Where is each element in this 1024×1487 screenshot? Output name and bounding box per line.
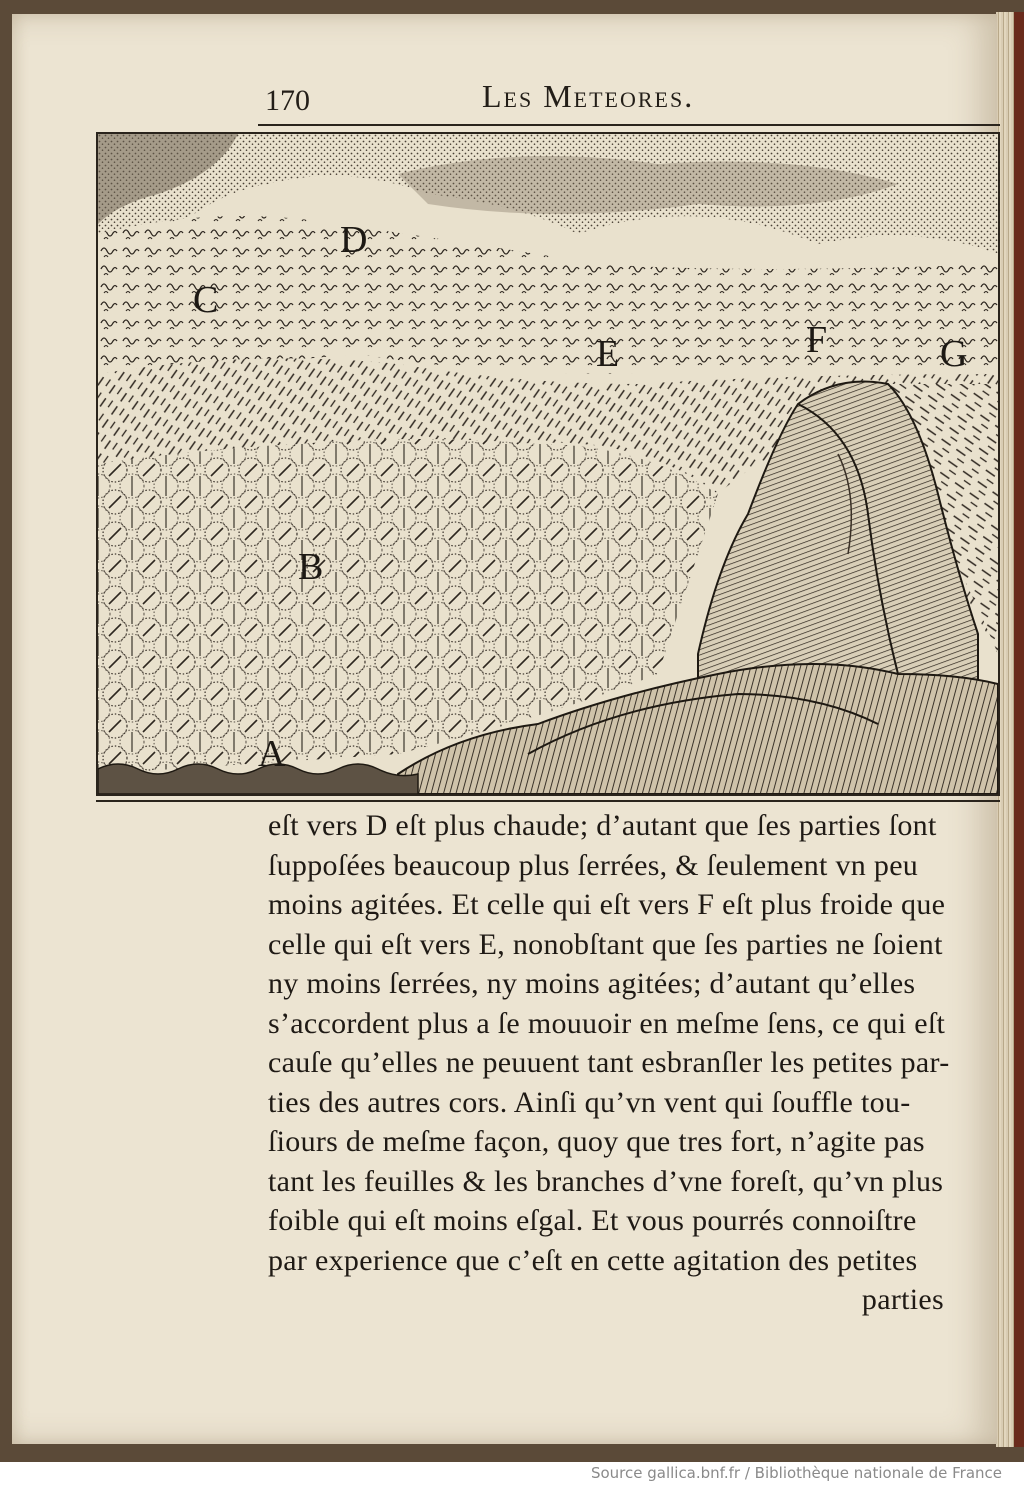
running-head	[0, 78, 1024, 118]
text-line: celle qui eſt vers E, nonobſtant que ſes parties ne ſoient	[268, 927, 943, 961]
figure-label-c: C	[193, 279, 219, 321]
text-line: ny moins ſerrées, ny moins agitées; d’autant qu’elles	[268, 967, 916, 1000]
text-line: tant les feuilles & les branches d’vne foreſt, qu’vn plus	[268, 1164, 944, 1198]
figure-label-f: F	[806, 319, 828, 361]
source-credit: Source gallica.bnf.fr / Bibliothèque nationale de France	[590, 1464, 1002, 1482]
figure-label-g: G	[940, 333, 968, 375]
text-line: foible qui eſt moins eſgal. Et vous pourrés connoiſtre	[268, 1204, 917, 1237]
body-text	[268, 806, 968, 1320]
running-title: Les Meteores.	[482, 78, 695, 114]
header-rule	[258, 124, 1000, 126]
figure-label-d: D	[340, 219, 368, 261]
text-line: s’accordent plus a ſe mouuoir en meſme ſens, ce qui eſt	[268, 1006, 946, 1040]
text-line: ſiours de meſme façon, quoy que tres fort, n’agite pas	[268, 1125, 925, 1158]
page-edges	[996, 12, 1024, 1447]
text-line: par experience que c’eſt en cette agitation des petites	[268, 1243, 918, 1277]
catchword: parties	[861, 1283, 944, 1316]
engraving-rock-clouds-icon	[98, 134, 998, 794]
text-line: moins agitées. Et celle qui eſt vers F eſt plus froide que	[268, 888, 946, 921]
figure-rule	[96, 800, 1000, 802]
text-line: ſuppoſées beaucoup plus ſerrées, & ſeulement vn peu	[268, 848, 919, 882]
engraving-figure	[96, 132, 1000, 796]
text-line: cauſe qu’elles ne peuuent tant esbranſler les petites par-	[268, 1046, 950, 1079]
source-bar	[0, 1462, 1024, 1487]
figure-label-b: B	[298, 546, 324, 588]
page-number: 170	[265, 84, 310, 117]
text-line: ties des autres cors. Ainſi qu’vn vent qui ſouffle tou-	[268, 1085, 911, 1119]
figure-label-e: E	[596, 333, 620, 375]
figure-label-a: A	[258, 733, 286, 775]
text-line: eſt vers D eſt plus chaude; d’autant que ſes parties ſont	[268, 809, 937, 842]
